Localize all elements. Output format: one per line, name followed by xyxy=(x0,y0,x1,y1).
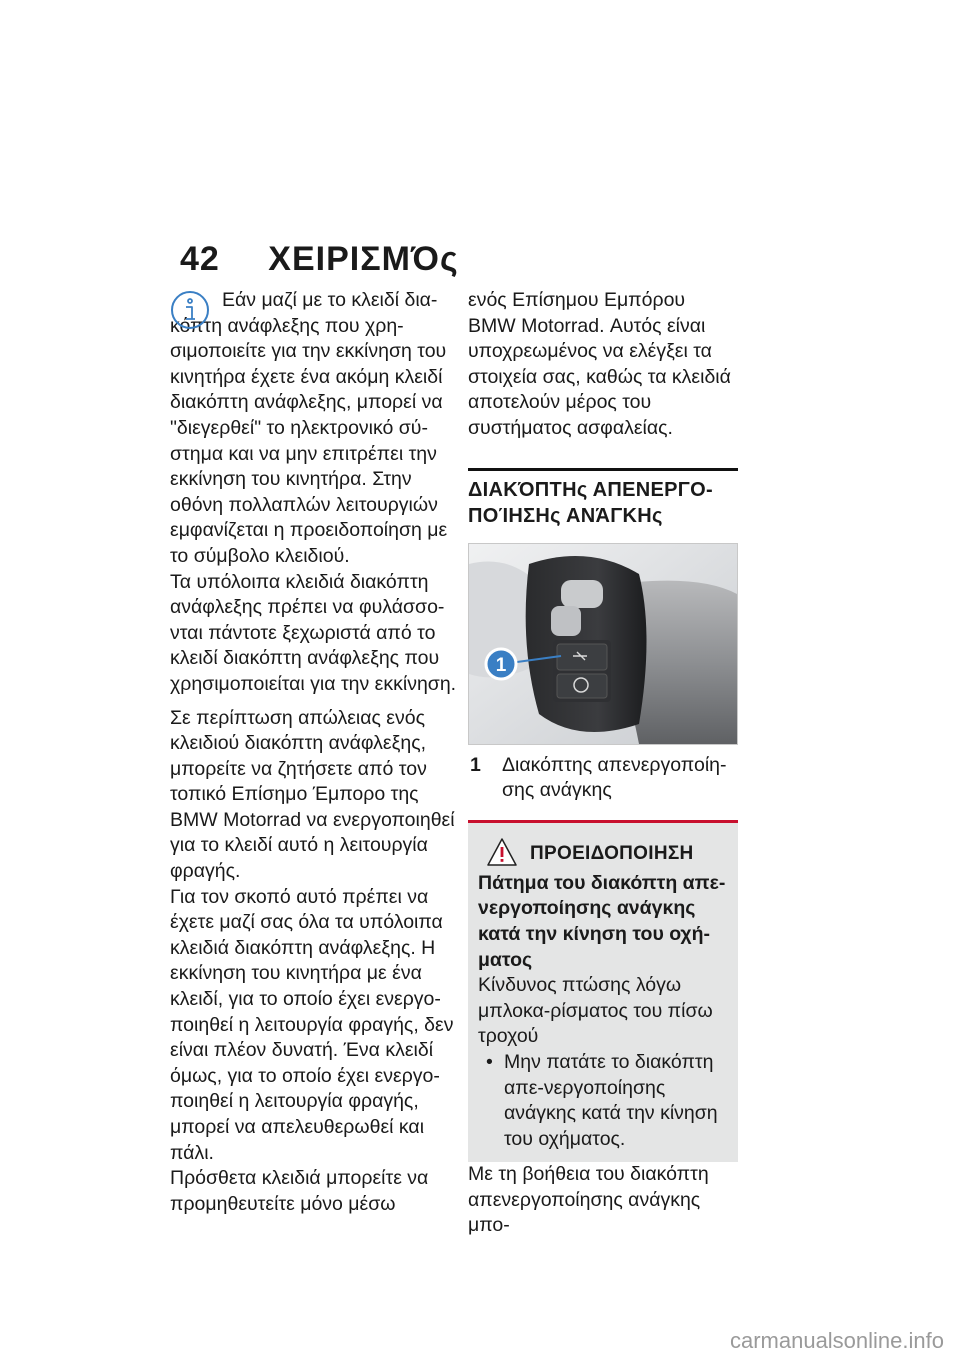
info-icon xyxy=(170,290,210,330)
paragraph: Με τη βοήθεια του διακόπτη απενεργοποίησης ανάγκης μπο- xyxy=(468,1163,709,1237)
warning-consequence: Κίνδυνος πτώσης λόγω μπλοκα-ρίσματος του πίσω τροχού xyxy=(478,974,713,1048)
info-note xyxy=(170,288,460,570)
caption-text: Διακόπτης απενεργοποίη-σης ανάγκης xyxy=(502,753,727,802)
section-title: ΔΙΑΚΌΠΤΗς ΑΠΕΝΕΡΓΟ-ΠΟΊΗΣΗς ΑΝΆΓΚΗς xyxy=(468,478,713,527)
paragraph: Τα υπόλοιπα κλειδιά διακόπτη ανάφλεξης πρέπει να φυλάσσο-νται πάντοτε ξεχωριστά από το κλειδί διακόπτη ανάφλεξης που χρησιμοποιείται για την εκκίνηση. xyxy=(170,570,457,695)
warning-hazard: Πάτημα του διακόπτη απε-νεργοποίησης ανάγκης κατά την κίνηση του οχή-ματος xyxy=(478,871,726,971)
caption-number: 1 xyxy=(470,753,481,776)
left-column xyxy=(170,288,460,1217)
paragraph: Για τον σκοπό αυτό πρέπει να έχετε μαζί σας όλα τα υπόλοιπα κλειδιά διακόπτη ανάφλεξης. Η εκκίνηση του κινητήρα με ένα κλειδί, για το οποίο έχει ενεργο-ποιηθεί η λειτουργία φραγής, δεν είναι πλέον δυνατή. Ένα κλειδί όμως, για το οποίο έχει ενεργο-ποιηθεί η λειτουργία φραγής, μπορεί να απελευθερωθεί και πάλι. xyxy=(170,885,454,1164)
paragraph: Πρόσθετα κλειδιά μπορείτε να προμηθευτείτε μόνο μέσω xyxy=(170,1167,429,1215)
warning-header xyxy=(478,837,728,871)
paragraph: ενός Επίσημου Εμπόρου BMW Motorrad. Αυτός είναι υποχρεωμένος να ελέγξει τα στοιχεία σας, καθώς τα κλειδιά αποτελούν μέρος του συστήματος ασφαλείας. xyxy=(468,289,731,439)
page-number: 42 xyxy=(180,240,220,278)
page-header xyxy=(180,240,459,279)
right-column xyxy=(468,288,738,1239)
warning-box xyxy=(468,820,738,1163)
bullet-dot: • xyxy=(486,1050,493,1073)
chapter-title: ΧΕΙΡΙΣΜΌς xyxy=(268,240,459,278)
handlebar-illustration xyxy=(469,544,737,744)
warning-bullet-text: Μην πατάτε το διακόπτη απε-νεργοποίησης ανάγκης κατά την κίνηση του οχήματος. xyxy=(504,1050,718,1150)
warning-bullet xyxy=(478,1050,728,1152)
warning-title: ΠΡΟΕΙΔΟΠΟΙΗΣΗ xyxy=(530,842,694,864)
watermark: carmanualsonline.info xyxy=(729,1328,944,1353)
figure-caption xyxy=(468,753,738,804)
photo-callout-1: 1 xyxy=(495,654,507,676)
handlebar-switch-photo xyxy=(468,543,738,745)
warning-triangle-icon xyxy=(486,837,518,867)
info-note-text: Εάν μαζί με το κλειδί δια-κόπτη ανάφλεξης που χρη-σιμοποιείτε για την εκκίνηση του κινητήρα έχετε ένα ακόμη κλειδί διακόπτη ανάφλεξης, μπορεί να "διεγερθεί" το ηλεκτρονικό σύ-στημα και να μην επιτρέπει την εκκίνηση του κινητήρα. Στην οθόνη πολλαπλών λειτουργιών εμφανίζεται η προειδοποίηση με το σύμβολο κλειδιού. xyxy=(170,289,448,567)
section-rule xyxy=(468,468,738,471)
paragraph: Σε περίπτωση απώλειας ενός κλειδιού διακόπτη ανάφλεξης, μπορείτε να ζητήσετε από τον τοπικό Επίσημο Έμπορο της BMW Motorrad να ενεργοποιηθεί για το κλειδί αυτό η λειτουργία φραγής. xyxy=(170,706,455,883)
